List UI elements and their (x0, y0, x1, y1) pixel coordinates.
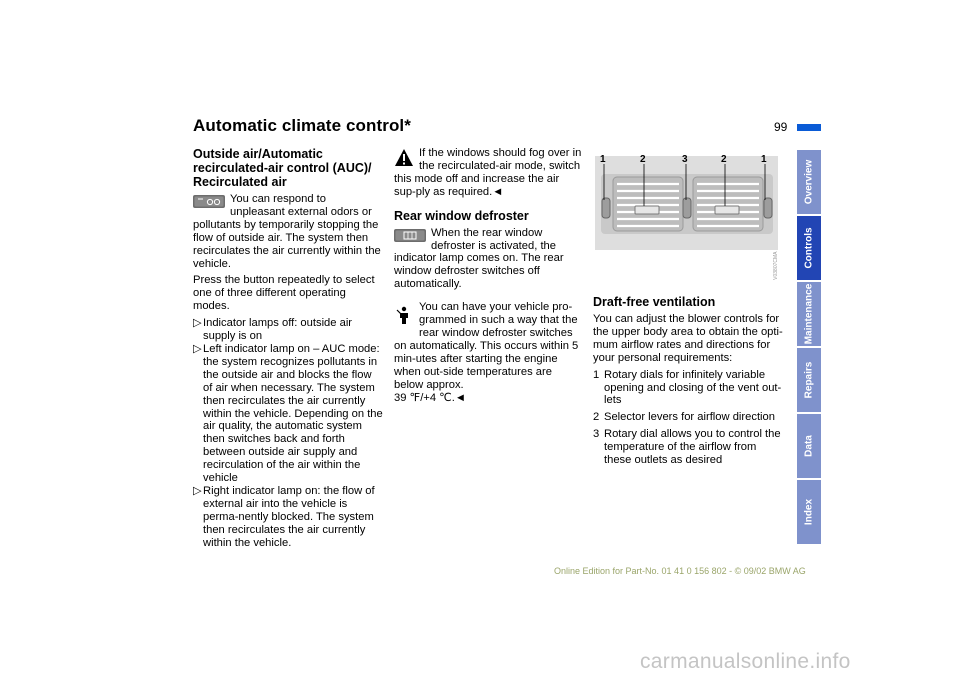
figure-label: 2 (721, 154, 727, 165)
figure-label: 1 (600, 154, 606, 165)
page-number: 99 (774, 120, 788, 134)
list-item: 1 Rotary dials for infinitely variable opening and closing of the vent out-lets (593, 368, 782, 407)
list-item: 3 Rotary dial allows you to control the temperature of the airflow from these outlets as desired (593, 428, 781, 467)
list-item: ▷ Indicator lamps off: outside air supply is on (193, 317, 353, 343)
end-mark: ◄ (454, 391, 466, 404)
temperature-text: 39 ℉/+4 ℃.◄ (394, 391, 466, 404)
figure-code: MV03807CMA (773, 251, 779, 280)
tab-maintenance[interactable]: Maintenance (797, 282, 821, 346)
watermark: carmanualsonline.info (640, 650, 851, 673)
figure-label: 2 (640, 154, 646, 165)
tab-overview[interactable]: Overview (797, 150, 821, 214)
vent-figure (593, 148, 781, 280)
tab-data[interactable]: Data (797, 414, 821, 478)
note-text: You can have your vehicle pro-grammed in such a way that the rear window defroster switches on automatically. This occurs within 5 min-utes after starting the engine when out-side temperatures are below approx. (394, 301, 579, 391)
left-column (193, 147, 383, 549)
tab-repairs[interactable]: Repairs (797, 348, 821, 412)
list-item: ▷ Right indicator lamp on: the flow of external air into the vehicle is perma-nently blocked. The system then recirculates the air currently within the vehicle. (193, 484, 375, 549)
auc-button-icon (193, 195, 225, 212)
warning-icon (394, 148, 414, 171)
page-marker-bar (797, 124, 821, 131)
page-title: Automatic climate control* (193, 116, 411, 135)
bullet-marker: ▷ (193, 484, 202, 497)
tab-index[interactable]: Index (797, 480, 821, 544)
section-tabs (797, 150, 821, 546)
list-item: 2 Selector levers for airflow direction (593, 411, 775, 424)
auc-intro: You can respond to unpleasant external odors or pollutants by temporarily stopping the flow of outside air. The system then recirculates the air currently within the vehicle. (193, 193, 381, 270)
auc-press: Press the button repeatedly to select one of three different operating modes. (193, 274, 375, 313)
figure-label: 1 (761, 154, 767, 165)
section-heading-rear-defroster: Rear window defroster (394, 208, 529, 223)
bullet-marker: ▷ (193, 317, 202, 330)
service-person-icon (394, 305, 414, 329)
end-mark: ◄ (492, 185, 504, 198)
middle-column (394, 147, 584, 408)
rear-defroster-text: When the rear window defroster is activated, the indicator lamp comes on. The rear window defroster switches off automatically. (394, 226, 564, 291)
footer-edition: Online Edition for Part-No. 01 41 0 156 802 - © 09/02 BMW AG (554, 566, 806, 576)
section-heading-draft-free: Draft-free ventilation (593, 295, 716, 309)
list-item: ▷ Left indicator lamp on – AUC mode: the system recognizes pollutants in the outside air and blocks the flow of air when necessary. The system then recirculates the air currently within the vehicle. Depending on the air quality, the automatic system then switches back and forth between outside air supply and recirculation of the air within the vehicle (193, 342, 383, 485)
right-column (593, 295, 783, 471)
warning-text: If the windows should fog over in the recirculated-air mode, switch this mode off and increase the air sup-ply as required.◄ (394, 147, 582, 198)
rear-defroster-button-icon (394, 229, 426, 246)
figure-label: 3 (682, 154, 688, 165)
bullet-marker: ▷ (193, 342, 202, 355)
tab-controls[interactable]: Controls (797, 216, 821, 280)
section-heading-auc: Outside air/Automatic recirculated-air control (AUC)/ Recirculated air (193, 147, 372, 189)
draft-free-intro: You can adjust the blower controls for the upper body area to obtain the opti-mum airflow rates and directions for your personal requirements: (593, 313, 783, 364)
